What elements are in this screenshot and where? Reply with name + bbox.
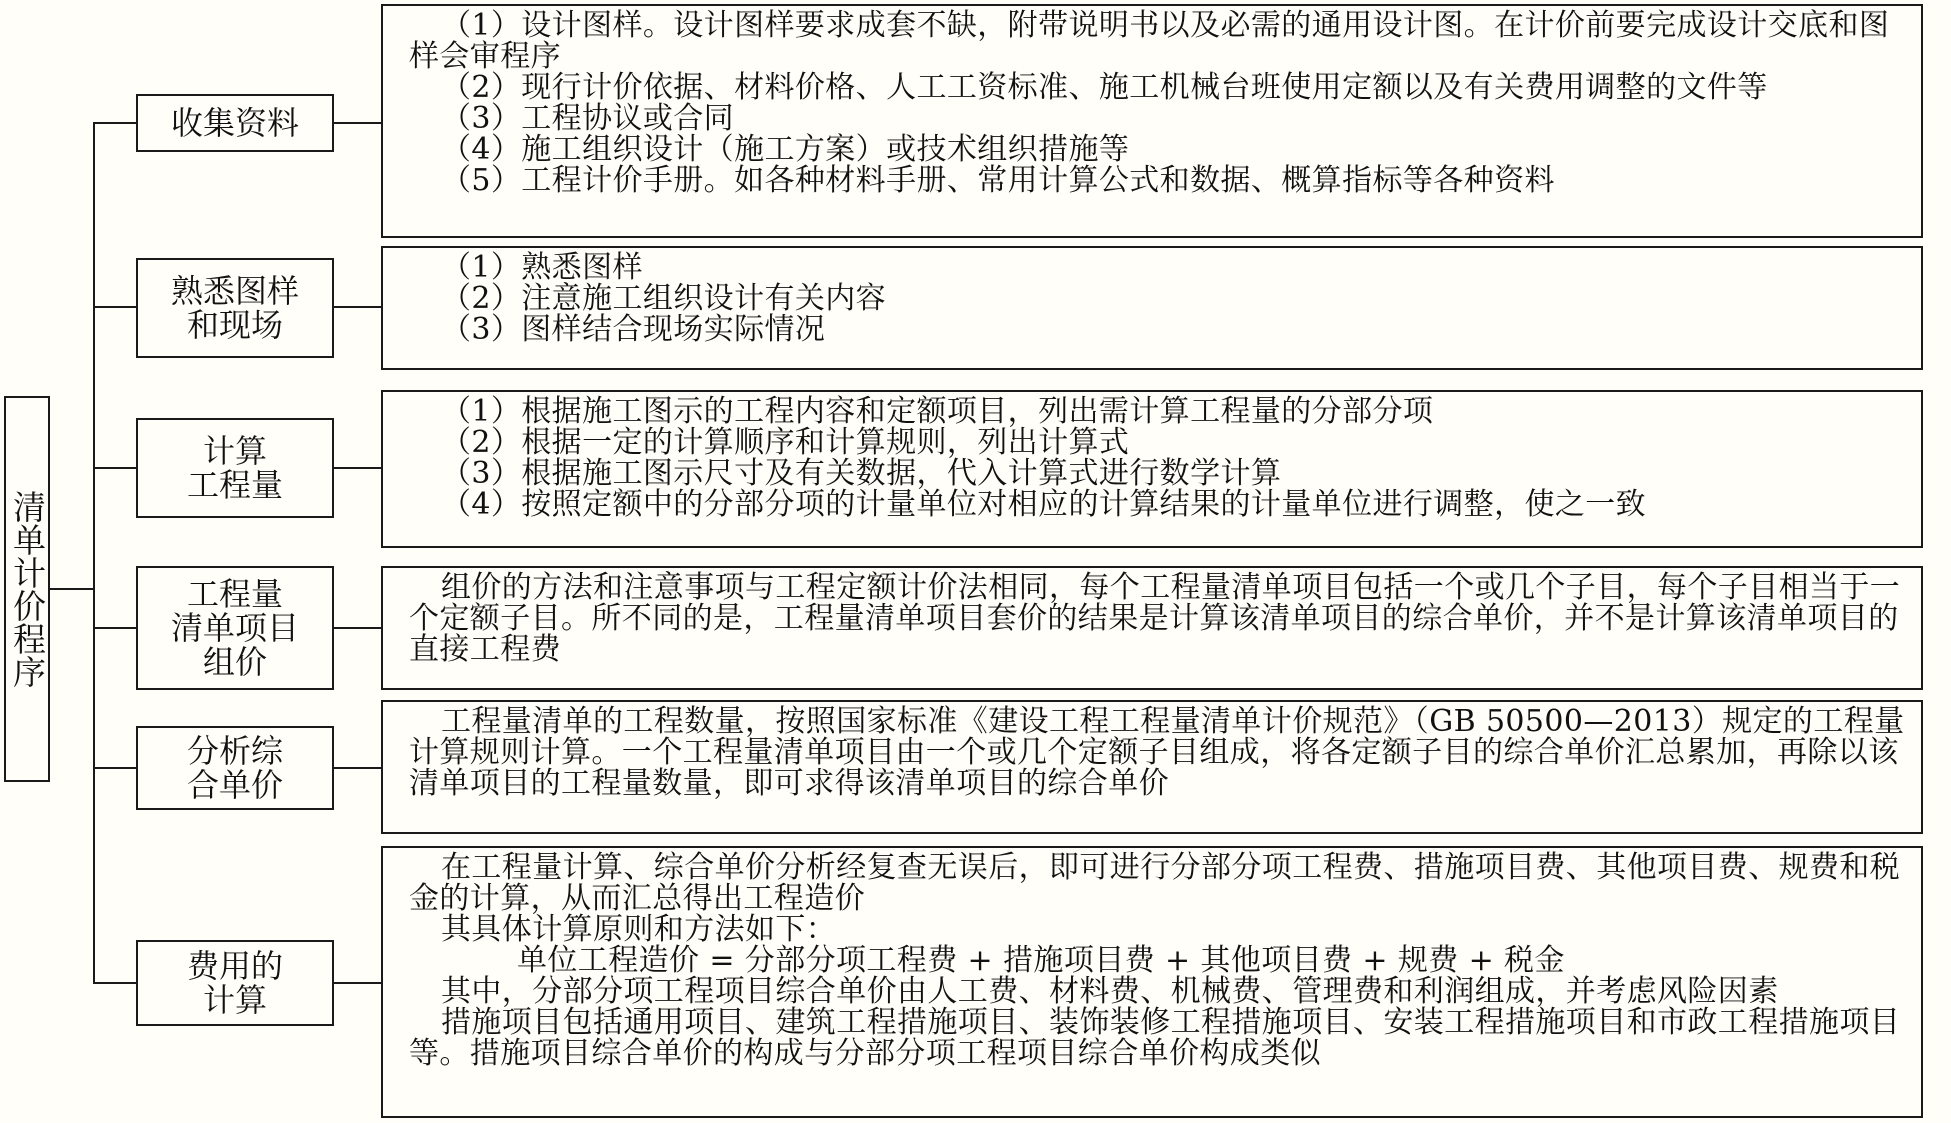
root-node [4,396,50,782]
node-label-line: 分析综 [186,732,283,770]
content-item: （5）工程计价手册。如各种材料手册、常用计算公式和数据、概算指标等各种资料 [441,163,1555,198]
connector-trunk-to-node-1 [93,122,136,124]
cost-formula: 单位工程造价 = 分部分项工程费 + 措施项目费 + 其他项目费 + 规费 + 税金 [517,943,1565,978]
connector-node-to-content-3 [334,467,381,469]
content-item: （2）注意施工组织设计有关内容 [441,281,887,316]
connector-node-to-content-4 [334,627,381,629]
node-label-line: 费用的 [186,947,283,985]
connector-node-to-content-1 [334,122,381,124]
content-item: （3）根据施工图示尺寸及有关数据，代入计算式进行数学计算 [441,456,1282,491]
content-item: 组价的方法和注意事项与工程定额计价法相同，每个工程量清单项目包括一个或几个子目，每个子目相当于一个定额子目。所不同的是，工程量清单项目套价的结果是计算该清单项目的综合单价，并不是计算该清单项目的直接工程费 [409,570,1901,667]
content-item: 工程量清单的工程数量，按照国家标准《建设工程工程量清单计价规范》（GB 50500—2013）规定的工程量计算规则计算。一个工程量清单项目由一个或几个定额子目组成，将各定额子目的综合单价汇总累加，再除以该清单项目的工程量数量，即可求得该清单项目的综合单价 [409,704,1905,801]
node-label-line: 合单价 [186,766,283,804]
connector-trunk-to-node-5 [93,767,136,769]
content-collect-data [381,4,1923,238]
content-item: （1）根据施工图示的工程内容和定额项目，列出需计算工程量的分部分项 [441,394,1434,429]
connector-trunk-to-node-6 [93,982,136,984]
content-item: （4）按照定额中的分部分项的计量单位对相应的计算结果的计量单位进行调整，使之一致 [441,487,1647,522]
node-analyze-unit-price [136,726,334,810]
content-calculate-quantity [381,390,1923,548]
node-label-line: 工程量 [186,466,283,504]
content-item: （4）施工组织设计（施工方案）或技术组织措施等 [441,132,1130,167]
content-item: 措施项目包括通用项目、建筑工程措施项目、装饰装修工程措施项目、安装工程措施项目和市政工程措施项目等。措施项目综合单价的构成与分部分项工程项目综合单价构成类似 [409,1005,1901,1071]
content-item: 其具体计算原则和方法如下： [441,912,837,947]
node-label-line: 收集资料 [170,104,299,142]
node-bill-item-pricing [136,566,334,690]
connector-node-to-content-2 [334,306,381,308]
connector-trunk-to-node-3 [93,467,136,469]
connector-trunk [93,122,95,984]
content-item: 在工程量计算、综合单价分析经复查无误后，即可进行分部分项工程费、措施项目费、其他项目费、规费和税金的计算，从而汇总得出工程造价 [409,850,1901,916]
node-cost-calculation [136,940,334,1026]
connector-trunk-to-node-4 [93,627,136,629]
node-label-line: 计算 [202,981,267,1019]
connector-node-to-content-5 [334,767,381,769]
node-label-line: 熟悉图样 [170,272,299,310]
node-label-line: 清单项目 [170,609,299,647]
content-item: （2）现行计价依据、材料价格、人工工资标准、施工机械台班使用定额以及有关费用调整的文件等 [441,70,1768,105]
content-analyze-unit-price [381,700,1923,834]
node-label-line: 工程量 [186,575,283,613]
content-item: （2）根据一定的计算顺序和计算规则，列出计算式 [441,425,1130,460]
content-item: （3）工程协议或合同 [441,101,735,136]
content-cost-calculation [381,846,1923,1118]
connector-trunk-to-node-2 [93,306,136,308]
content-item: 其中，分部分项工程项目综合单价由人工费、材料费、机械费、管理费和利润组成，并考虑风险因素 [441,974,1779,1009]
node-label-line: 组价 [202,643,267,681]
node-label-line: 和现场 [186,306,283,344]
connector-root-to-trunk [50,588,94,590]
content-item: （1）熟悉图样 [441,250,643,285]
connector-node-to-content-6 [334,982,381,984]
content-item: （3）图样结合现场实际情况 [441,312,826,347]
root-label: 清单计价程序 [8,490,47,688]
node-calculate-quantity [136,418,334,518]
node-familiarize-drawings [136,258,334,358]
node-label-line: 计算 [202,432,267,470]
content-item: （1）设计图样。设计图样要求成套不缺，附带说明书以及必需的通用设计图。在计价前要完成设计交底和图样会审程序 [409,8,1890,74]
node-collect-data [136,94,334,152]
content-bill-item-pricing [381,566,1923,690]
content-familiarize-drawings [381,246,1923,370]
